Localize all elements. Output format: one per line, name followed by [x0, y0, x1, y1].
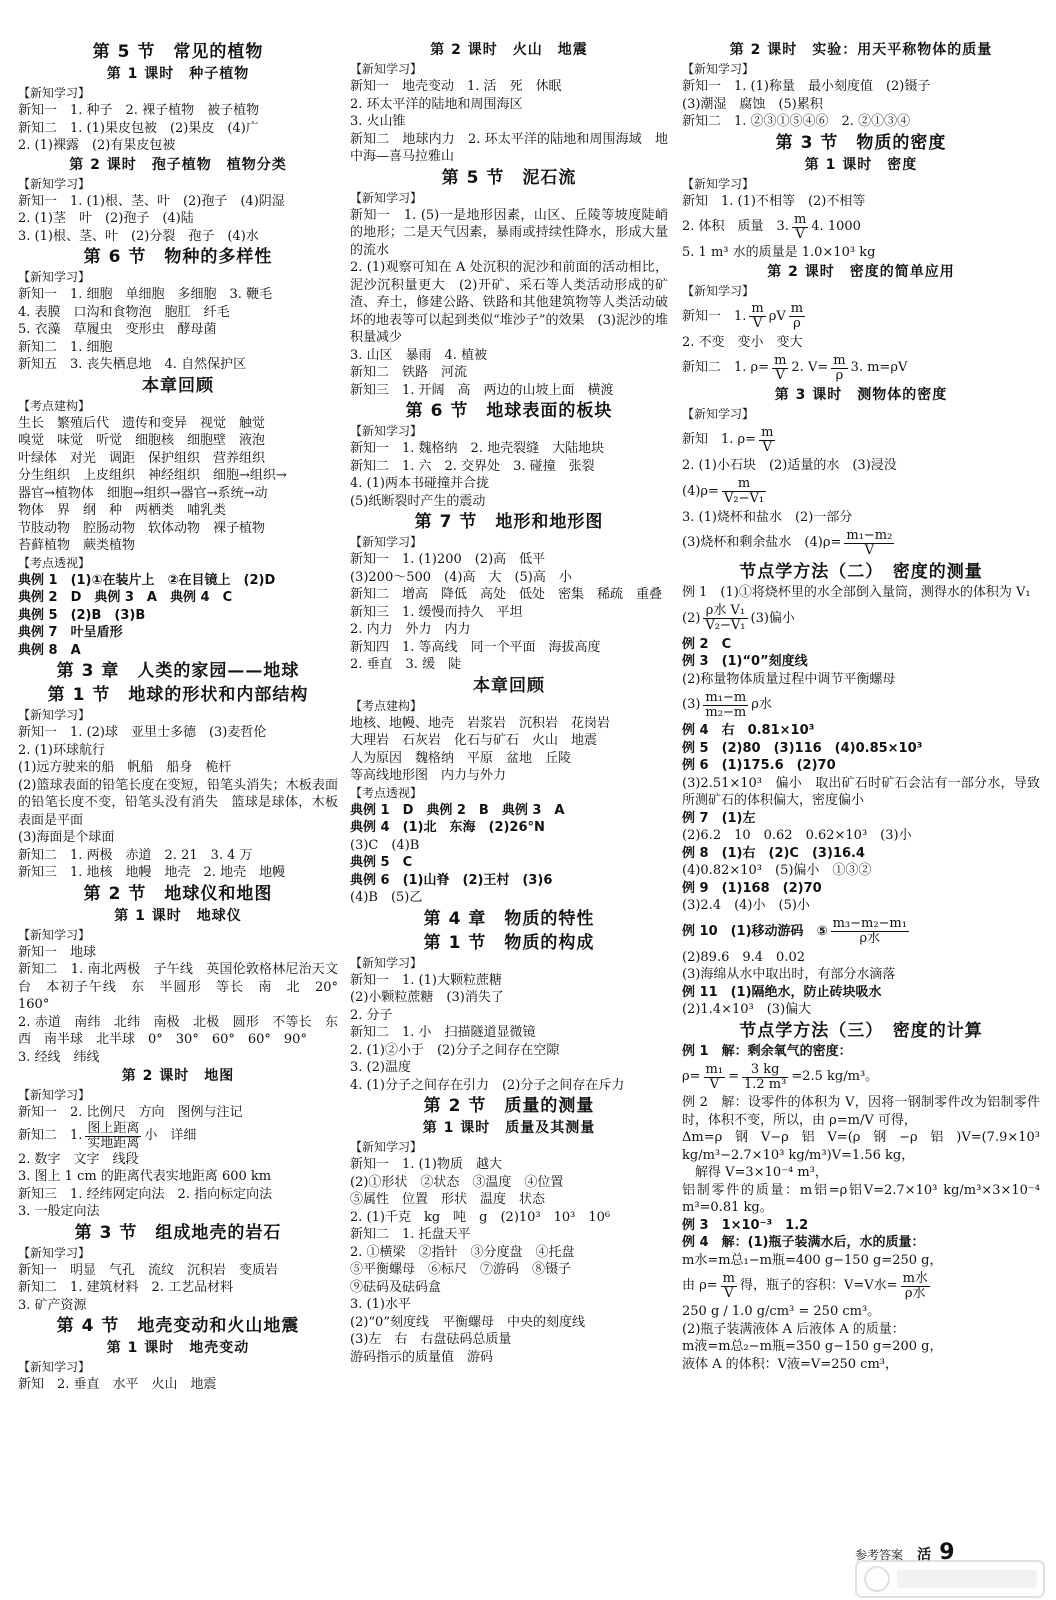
tag-label: 【新知学习】 — [682, 283, 755, 298]
answer-paragraph: 例 2 解：设零件的体积为 V，因将一钢制零件改为铝制零件时，体积不变，所以，由 ρ=m/V 可得， — [682, 1095, 1040, 1128]
answer-line: m液=m总₂−m瓶=350 g−150 g=200 g， — [682, 1339, 943, 1354]
answer-line: 新知一 1. (1)根、茎、叶 (2)孢子 (4)阴湿 — [18, 193, 285, 209]
answer-line: 新知一 1. 种子 2. 裸子植物 被子植物 — [18, 103, 260, 118]
lesson-title: 第 2 课时 密度的简单应用 — [767, 263, 955, 280]
fraction — [722, 477, 766, 506]
numerator: m₁−m₂ — [846, 527, 893, 543]
line-prefix: 由 ρ= — [682, 1278, 718, 1293]
denominator: ρ水 — [904, 1285, 926, 1301]
answer-line: 3. 图上 1 cm 的距离代表实地距离 600 km — [18, 1169, 272, 1184]
answer-line: 2. 内力 外力 内力 — [350, 622, 471, 637]
column-2 — [350, 40, 668, 1366]
tag-label: 【新知学习】 — [682, 62, 755, 76]
answer-line: 新知二 1. 小 扫描隧道显微镜 — [350, 1025, 536, 1040]
line-mid: ρV — [768, 308, 786, 324]
answer-line: 新知三 1. 经纬网定向法 2. 指向标定向法 — [18, 1186, 273, 1202]
denominator: V — [752, 316, 763, 331]
answer-line: (2)①形状 ②状态 ③温度 ④位置 — [350, 1174, 564, 1190]
answer-line: 新知三 1. 地核 地幔 地壳 2. 地壳 地幔 — [18, 865, 286, 880]
line-prefix: (2) — [682, 610, 701, 626]
section-title: 第 4 节 地壳变动和火山地震 — [56, 1316, 300, 1336]
section-title: 第 6 节 物种的多样性 — [83, 247, 273, 267]
tag-label: 【新知学习】 — [18, 270, 91, 284]
lesson-title: 第 2 课时 地图 — [121, 1068, 235, 1084]
column-3 — [682, 40, 1040, 1373]
answer-line: 新知一 1. 细胞 单细胞 多细胞 3. 鞭毛 — [18, 287, 273, 302]
lesson-title: 第 2 课时 火山 地震 — [430, 42, 588, 58]
answer-line: 新知五 3. 丧失栖息地 4. 自然保护区 — [18, 357, 247, 372]
answer-line: ⑨砝码及砝码盒 — [350, 1279, 442, 1295]
answer-line: 新知一 1. 魏格纳 2. 地壳裂缝 大陆地块 — [350, 441, 605, 456]
answer-line: 新知一 1. (1)物质 越大 — [350, 1157, 502, 1172]
answer-line — [682, 1060, 878, 1094]
watermark-band — [897, 1570, 1037, 1588]
numerator: m — [790, 301, 804, 316]
answer-line: 3. 矿产资源 — [18, 1297, 87, 1313]
chapter-title: 第 3 章 人类的家园——地球 — [56, 661, 300, 681]
chapter-title: 第 4 章 物质的特性 — [423, 908, 595, 929]
answer-line: (2)称量物体质量过程中调节平衡螺母 — [682, 671, 896, 687]
fraction — [704, 1063, 726, 1092]
answer-line: (2)1.4×10³ (3)偏大 — [682, 1002, 812, 1017]
line-prefix: 例 10 (1)移动游码 ⑤ — [682, 923, 828, 939]
answer-line: 3. 火山锥 — [350, 114, 406, 129]
tag-label: 【新知学习】 — [18, 86, 91, 100]
tag-label: 【新知学习】 — [18, 927, 91, 942]
answer-line: 新知一 2. 比例尺 方向 图例与注记 — [18, 1105, 243, 1120]
example-line: 例 3 (1)“0”刻度线 — [682, 654, 808, 669]
answer-line: (3)海面是个球面 — [18, 830, 115, 845]
answer-line: 新知四 1. 等高线 同一个平面 海拔高度 — [350, 639, 601, 655]
denominator: V — [724, 1285, 734, 1301]
line-prefix: 新知一 1. — [682, 308, 747, 324]
answer-paragraph: 新知二 地球内力 2. 环太平洋的陆地和周围海域 地中海—喜马拉雅山 — [350, 131, 668, 164]
answer-line: 地核、地幔、地壳 岩浆岩 沉积岩 花岗岩 — [350, 715, 611, 731]
example-line: 例 1 解：剩余氧气的密度： — [682, 1043, 852, 1059]
fraction — [721, 1272, 737, 1301]
tag-label: 【新知学习】 — [682, 407, 755, 421]
tag-label: 【新知学习】 — [682, 176, 755, 191]
example-line: 典例 2 D 典例 3 A 典例 4 C — [18, 590, 233, 605]
watermark-circle — [865, 1567, 889, 1591]
answer-line: 3. (1)根、茎、叶 (2)分裂 孢子 (4)水 — [18, 228, 259, 244]
example-line: 例 2 C — [682, 636, 732, 652]
answer-line: ⑤属性 位置 形状 温度 状态 — [350, 1192, 546, 1207]
section-title: 第 7 节 地形和地形图 — [414, 512, 604, 532]
answer-line: 4. 表膜 口沟和食物泡 胞肛 纤毛 — [18, 304, 230, 320]
answer-line: (2)6.2 10 0.62 0.62×10³ (3)小 — [682, 828, 912, 843]
answer-line — [682, 602, 795, 636]
answer-line — [682, 210, 861, 244]
answer-paragraph: (2)篮球表面的铅笔长度在变短，铅笔头消失；木板表面的铅笔长度不变，铅笔头没有消失 篮球是球体，木板表面是平面 — [18, 777, 338, 828]
answer-line: (1)远方驶来的船 帆船 船身 桅杆 — [18, 760, 232, 775]
fraction — [831, 917, 909, 946]
tag-label: 【新知学习】 — [350, 1140, 423, 1154]
answer-line: 4. (1)分子之间存在引力 (2)分子之间存在斥力 — [350, 1077, 625, 1093]
section-title: 第 6 节 地球表面的板块 — [405, 401, 613, 421]
answer-line: (3)200～500 (4)高 大 (5)高 小 — [350, 569, 572, 585]
answer-line: 4. (1)两本书碰撞并合拢 — [350, 476, 489, 491]
answer-line: 新知一 1. (2)球 亚里士多德 (3)麦哲伦 — [18, 725, 267, 740]
fraction — [901, 1272, 930, 1301]
lesson-title: 第 1 课时 种子植物 — [106, 66, 250, 82]
line-prefix: (3)烧杯和剩余盐水 (4)ρ= — [682, 535, 842, 550]
lesson-title: 第 1 课时 质量及其测量 — [422, 1120, 596, 1136]
answer-paragraph: 铝制零件的质量：m铝=ρ铝V=2.7×10³ kg/m³×3×10⁻⁴ m³=0.81 kg。 — [682, 1182, 1040, 1215]
section-title: 第 3 节 组成地壳的岩石 — [74, 1222, 282, 1243]
tag-label: 【新知学习】 — [18, 1088, 91, 1102]
answer-line: (4)0.82×10³ (5)偏小 ①③② — [682, 863, 872, 878]
section-title: 第 2 节 质量的测量 — [423, 1096, 595, 1116]
answer-line: 2. 数字 文字 线段 — [18, 1151, 139, 1167]
answer-paragraph: 新知二 1. 南北两极 子午线 英国伦敦格林尼治天文台 本初子午线 东 半圆形 等长 南 北 20° 160° — [18, 962, 352, 1012]
answer-line: 2. (1)②小于 (2)分子之间存在空隙 — [350, 1042, 560, 1058]
footer-symbol: 活 — [917, 1547, 932, 1563]
answer-line: 新知一 地壳变动 1. 活 死 休眠 — [350, 79, 562, 94]
answer-paragraph: 新知一 1. (5)一是地形因素，山区、丘陵等坡度陡峭的地形；二是天气因素，暴雨或持续性降水，形成大量的流水 — [350, 207, 668, 258]
footer-label: 参考答案 — [855, 1548, 904, 1562]
fraction — [772, 354, 788, 383]
example-line: 例 3 1×10⁻³ 1.2 — [682, 1217, 809, 1233]
answer-line: 新知二 1. ②③①⑤④⑥ 2. ②①③④ — [682, 114, 911, 129]
answer-line: (2)瓶子装满液体 A 后液体 A 的质量： — [682, 1321, 905, 1337]
denominator: V — [709, 1076, 720, 1092]
line-prefix: ρ= — [682, 1069, 701, 1084]
answer-line — [682, 351, 907, 385]
answer-line: 解得 V=3×10⁻⁴ m³， — [682, 1165, 828, 1180]
answer-line: 游码指示的质量值 游码 — [350, 1349, 494, 1365]
line-prefix: 新知 1. ρ= — [682, 432, 757, 447]
answer-line: 新知一 1. (1)大颗粒蔗糖 — [350, 972, 502, 988]
answer-line: 2. (1)小石块 (2)适量的水 (3)浸没 — [682, 458, 897, 473]
answer-line: 3. (1)水平 — [350, 1297, 411, 1312]
line-mid: 得，瓶子的容积：V=V水= — [740, 1278, 898, 1293]
answer-paragraph: 2. 赤道 南纬 北纬 南极 北极 圆形 不等长 东西 南半球 北半球 0° 30° 60° 60° 90° — [18, 1014, 338, 1047]
lesson-title: 第 2 课时 实验：用天平称物体的质量 — [729, 42, 993, 58]
example-line: (3)C (4)B — [350, 837, 420, 853]
fraction — [703, 604, 747, 633]
method-title: 节点学方法（三） 密度的计算 — [739, 1020, 983, 1041]
answer-line: (3)潮湿 腐蚀 (5)累积 — [682, 96, 823, 112]
denominator: V₂−V₁ — [723, 491, 765, 506]
fraction — [742, 1063, 788, 1092]
tag-label: 【考点透视】 — [18, 555, 91, 570]
answer-line: 新知二 1. 细胞 — [18, 339, 113, 355]
lesson-title: 第 2 课时 孢子植物 植物分类 — [69, 156, 287, 173]
answer-line: 叶绿体 对光 调距 保护组织 营养组织 — [18, 450, 266, 466]
denominator: ρ — [793, 316, 801, 331]
method-title: 节点学方法（二） 密度的测量 — [739, 562, 983, 582]
answer-line — [682, 300, 808, 334]
answer-line: m水=m总₁−m瓶=400 g−150 g=250 g， — [682, 1252, 943, 1268]
example-line — [682, 915, 912, 949]
answer-line: 液体 A 的体积：V液=V=250 cm³， — [682, 1356, 898, 1372]
answer-line: 大理岩 石灰岩 化石与矿石 火山 地震 — [350, 733, 598, 748]
denominator: m₂−m — [705, 704, 747, 720]
tag-label: 【新知学习】 — [350, 62, 423, 76]
answer-line: 新知二 1. (1)果皮包被 (2)果皮 (4)广 — [18, 120, 259, 136]
lesson-title: 第 1 课时 地球仪 — [114, 907, 242, 924]
tag-label: 【新知学习】 — [18, 176, 91, 191]
tag-label: 【新知学习】 — [350, 535, 423, 549]
answer-line: 生长 繁殖后代 遗传和变异 视觉 触觉 — [18, 415, 266, 431]
section-title: 第 5 节 常见的植物 — [92, 42, 264, 62]
fraction — [85, 1122, 141, 1151]
answer-line: 2. 不变 变小 变大 — [682, 334, 803, 350]
answer-line: 新知二 铁路 河流 — [350, 365, 468, 380]
answer-line: 节肢动物 腔肠动物 软体动物 裸子植物 — [18, 520, 266, 536]
answer-line: 3. 一般定向法 — [18, 1204, 100, 1219]
answer-line: 2. (1)千克 kg 吨 g (2)10³ 10³ 10⁶ — [350, 1209, 611, 1225]
answer-paragraph: (3)2.51×10³ 偏小 取出矿石时矿石会沾有一部分水，导致所测矿石的体积偏大，密度偏小 — [682, 775, 1040, 808]
answer-line: 新知二 1. 六 2. 交界处 3. 碰撞 张裂 — [350, 458, 595, 474]
example-line: 典例 6 (1)山脊 (2)王村 (3)6 — [350, 872, 553, 888]
numerator: m₁−m — [705, 689, 747, 705]
fraction — [759, 426, 775, 455]
denominator: 1.2 m³ — [744, 1076, 787, 1092]
line-prefix: 新知二 1. ρ= — [682, 360, 770, 375]
numerator: 3 kg — [742, 1063, 788, 1078]
review-title: 本章回顾 — [142, 375, 214, 396]
example-line: 例 4 右 0.81×10³ — [682, 723, 815, 738]
line-suffix: 小 详细 — [144, 1128, 197, 1144]
example-line: 例 8 (1)右 (2)C (3)16.4 — [682, 845, 865, 861]
numerator: m — [761, 424, 774, 440]
lesson-title: 第 1 课时 地壳变动 — [106, 1340, 250, 1356]
example-line: 典例 4 (1)北 东海 (2)26°N — [350, 820, 545, 835]
line-suffix: ρ水 — [751, 697, 772, 712]
example-line: 例 7 (1)左 — [682, 810, 756, 826]
denominator: ρ水 — [859, 931, 881, 946]
answer-line: 2. 垂直 3. 缓 陡 — [350, 657, 462, 672]
answer-line: 新知一 明显 气孔 流纹 沉积岩 变质岩 — [18, 1262, 279, 1278]
answer-line: 物体 界 纲 种 两栖类 哺乳类 — [18, 503, 227, 518]
example-line: 典例 5 C — [350, 855, 413, 870]
answer-paragraph: 新知二 增高 降低 高处 低处 密集 稀疏 重叠 — [350, 587, 663, 602]
lesson-title: 第 1 课时 密度 — [804, 156, 918, 173]
denominator: V — [795, 226, 805, 242]
answer-line: 新知二 1. 建筑材料 2. 工艺品材料 — [18, 1280, 234, 1295]
answer-line: 250 g / 1.0 g/cm³ = 250 cm³。 — [682, 1304, 881, 1319]
denominator: ρ — [835, 367, 844, 383]
answer-line: 新知三 1. 缓慢而持久 平坦 — [350, 604, 523, 620]
denominator: V — [864, 542, 875, 558]
answer-line: 3. (1)烧杯和盐水 (2)一部分 — [682, 509, 853, 525]
fraction — [789, 302, 805, 331]
line-prefix: (4)ρ= — [682, 483, 719, 499]
line-prefix: 2. 体积 质量 3. — [682, 219, 789, 234]
answer-line: 2. (1)茎 叶 (2)孢子 (4)陆 — [18, 211, 194, 226]
tag-label: 【考点透视】 — [350, 785, 423, 800]
denominator: 实地距离 — [87, 1135, 140, 1151]
equals-sign: = — [728, 1069, 739, 1084]
answer-line: (2)小颗粒蔗糖 (3)消失了 — [350, 990, 504, 1005]
section-title: 第 3 节 物质的密度 — [775, 132, 947, 153]
denominator: V₂−V₁ — [705, 618, 746, 633]
tag-label: 【考点建构】 — [18, 398, 91, 413]
answer-line: 2. ①横梁 ②指针 ③分度盘 ④托盘 — [350, 1244, 575, 1260]
answer-line: 新知三 1. 开阔 高 两边的山坡上面 横渡 — [350, 382, 614, 398]
numerator: 图上距离 — [87, 1120, 140, 1136]
line-suffix: (3)偏小 — [750, 610, 795, 626]
tag-label: 【新知学习】 — [350, 955, 423, 970]
example-line: 例 4 解：(1)瓶子装满水后，水的质量： — [682, 1235, 925, 1250]
section-title: 第 1 节 物质的构成 — [423, 932, 595, 953]
denominator: V — [762, 439, 772, 455]
answer-line — [18, 1122, 196, 1151]
tag-label: 【新知学习】 — [350, 424, 423, 438]
answer-line: 新知 2. 垂直 水平 火山 地震 — [18, 1377, 217, 1392]
fraction — [831, 354, 847, 383]
answer-line: 3. 山区 暴雨 4. 植被 — [350, 347, 488, 363]
answer-line: 2. 分子 — [350, 1007, 393, 1023]
watermark-logo — [855, 1560, 1045, 1598]
answer-line: 新知 1. (1)不相等 (2)不相等 — [682, 193, 866, 209]
line-suffix: 4. 1000 — [811, 219, 861, 234]
answer-line: 新知一 1. (1)称量 最小刻度值 (2)镊子 — [682, 79, 931, 94]
answer-paragraph: 2. (1)观察可知在 A 处沉积的泥沙和前面的活动相比，泥沙沉积量更大 (2)开矿、采石等人类活动形成的矿渣、弃土，修建公路、铁路和其他建筑物等人类活动破坏的地表等可以起到类似“堆沙子”的效果 (3)泥沙的堆积量减少 — [350, 260, 668, 345]
answer-line: 3. 经线 纬线 — [18, 1049, 100, 1065]
numerator: m — [751, 301, 764, 316]
tag-label: 【新知学习】 — [18, 1245, 91, 1260]
answer-line: (5)纸断裂时产生的震动 — [350, 493, 486, 509]
answer-paragraph: Δm=ρ钢V−ρ铝V=(ρ钢−ρ铝)V=(7.9×10³ kg/m³−2.7×10³ kg/m³)V=1.56 kg， — [682, 1130, 1040, 1163]
tag-label: 【考点建构】 — [350, 698, 423, 713]
answer-line: ⑤平衡螺母 ⑥标尺 ⑦游码 ⑧镊子 — [350, 1262, 572, 1277]
review-title: 本章回顾 — [473, 675, 545, 696]
fraction — [703, 691, 748, 720]
numerator: m — [833, 352, 846, 368]
example-line: 例 11 (1)隔绝水，防止砖块吸水 — [682, 984, 882, 1000]
section-title: 第 2 节 地球仪和地图 — [83, 883, 273, 904]
line-prefix: 新知二 1. — [18, 1128, 83, 1144]
answer-line: 分生组织 上皮组织 神经组织 细胞→组织→ — [18, 468, 287, 483]
example-line: 典例 7 叶呈盾形 — [18, 625, 123, 640]
answer-line: (3)左 右 右盘砝码总质量 — [350, 1332, 512, 1347]
fraction — [792, 213, 808, 242]
answer-line — [682, 688, 772, 722]
tag-label: 【新知学习】 — [18, 708, 91, 722]
lesson-title: 第 3 课时 测物体的密度 — [774, 387, 948, 403]
example-line: 典例 5 (2)B (3)B — [18, 607, 146, 623]
answer-line: 新知一 地球 — [18, 944, 97, 960]
numerator: m — [774, 352, 787, 368]
answer-line: (2)89.6 9.4 0.02 — [682, 949, 805, 965]
answer-paragraph: 例 1 (1)①将烧杯里的水全部倒入量筒，测得水的体积为 V₁ — [682, 585, 1031, 600]
example-line: 典例 8 A — [18, 642, 81, 658]
example-line: 典例 1 (1)①在装片上 ②在目镜上 (2)D — [18, 572, 276, 588]
answer-line: 5. 衣藻 草履虫 变形虫 酵母菌 — [18, 322, 217, 337]
denominator: V — [775, 367, 785, 383]
example-line: (4)B (5)乙 — [350, 890, 423, 905]
answer-line: 5. 1 m³ 水的质量是 1.0×10³ kg — [682, 245, 876, 260]
answer-line: 3. (2)温度 — [350, 1060, 411, 1075]
answer-line: 苔藓植物 蕨类植物 — [18, 538, 136, 553]
answer-line: 新知二 1. 两极 赤道 2. 21 3. 4 万 — [18, 847, 253, 863]
line-suffix: 3. m=ρV — [850, 360, 908, 375]
line-mid: 2. V= — [791, 360, 829, 375]
answer-line: 器官→植物体 细胞→组织→器官→系统→动 — [18, 485, 268, 501]
page-number: 9 — [939, 1540, 955, 1565]
answer-line: (3)海绵从水中取出时，有部分水滴落 — [682, 967, 896, 982]
answer-line: (2)“0”刻度线 平衡螺母 中央的刻度线 — [350, 1314, 585, 1330]
numerator: m — [722, 1270, 735, 1286]
numerator: m水 — [902, 1270, 928, 1286]
answer-line: 2. (1)环球航行 — [18, 742, 105, 758]
answer-line — [682, 1269, 933, 1303]
numerator: ρ水 V₁ — [703, 604, 747, 619]
example-line: 例 6 (1)175.6 (2)70 — [682, 758, 836, 773]
numerator: m₃−m₂−m₁ — [832, 916, 907, 931]
example-line: 典例 1 D 典例 2 B 典例 3 A — [350, 802, 565, 818]
answer-line: 2. 环太平洋的陆地和周围海区 — [350, 96, 523, 112]
answer-line: 新知二 1. 托盘天平 — [350, 1227, 471, 1242]
answer-line: (3)2.4 (4)小 (5)小 — [682, 898, 810, 913]
answer-line — [682, 475, 769, 509]
tag-label: 【新知学习】 — [350, 190, 423, 205]
example-line: 例 5 (2)80 (3)116 (4)0.85×10³ — [682, 740, 923, 756]
section-title: 第 1 节 地球的形状和内部结构 — [47, 685, 309, 705]
tag-label: 【新知学习】 — [18, 1360, 91, 1374]
numerator: m — [793, 211, 807, 227]
answer-line: 等高线地形图 内力与外力 — [350, 768, 507, 783]
fraction — [844, 529, 894, 558]
answer-line — [682, 423, 778, 457]
line-prefix: (3) — [682, 697, 701, 712]
fraction — [749, 302, 765, 331]
answer-line: 嗅觉 味觉 听觉 细胞核 细胞壁 液泡 — [18, 433, 266, 448]
answer-line: 人为原因 魏格纳 平原 盆地 丘陵 — [350, 750, 572, 766]
numerator: m — [722, 477, 766, 492]
answer-line: 2. (1)裸露 (2)有果皮包被 — [18, 138, 176, 153]
line-suffix: =2.5 kg/m³。 — [791, 1069, 879, 1084]
column-1 — [18, 40, 352, 1394]
answer-line — [682, 526, 897, 560]
numerator: m₁ — [705, 1061, 724, 1077]
example-line: 例 9 (1)168 (2)70 — [682, 880, 822, 896]
section-title: 第 5 节 泥石流 — [441, 167, 577, 188]
answer-line: 新知一 1. (1)200 (2)高 低平 — [350, 552, 546, 567]
